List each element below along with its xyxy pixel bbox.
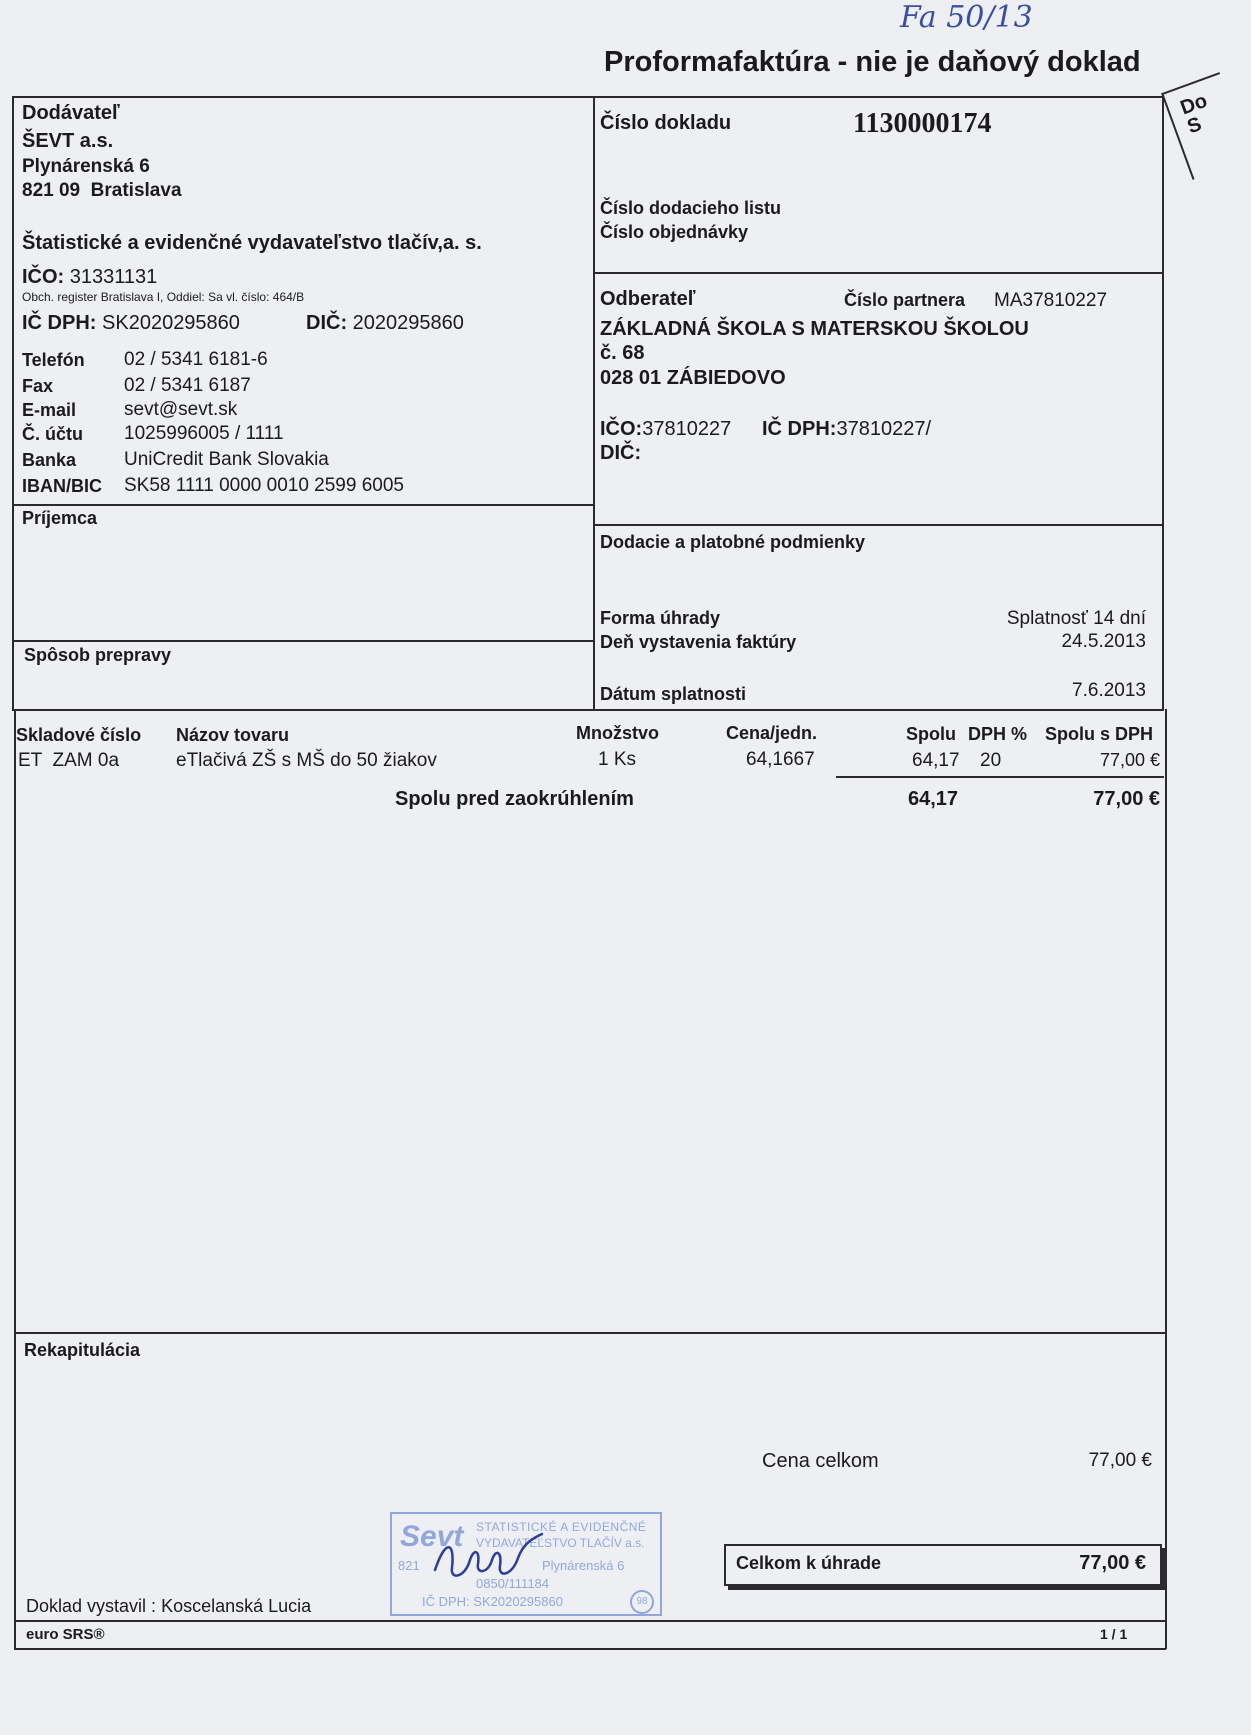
contact-value-bank: UniCredit Bank Slovakia <box>124 449 329 470</box>
stamp-line3b: Plynárenská 6 <box>542 1558 625 1573</box>
supplier-register: Obch. register Bratislava I, Oddiel: Sa vl. číslo: 464/B <box>22 290 305 304</box>
stamp-line1: STATISTICKÉ A EVIDENČNÉ <box>476 1520 647 1534</box>
contact-label-fax: Fax <box>22 376 54 396</box>
row-total: 64,17 <box>912 750 960 771</box>
customer-dic-label: DIČ: <box>600 442 642 464</box>
contact-value-email: sevt@sevt.sk <box>124 399 238 420</box>
contact-label-bank: Banka <box>22 450 77 470</box>
document-number: 1130000174 <box>853 108 992 139</box>
supplier-dic-value: 2020295860 <box>352 312 464 334</box>
issued-by-label: Doklad vystavil : <box>26 1596 157 1616</box>
divider-supplier-recipient <box>12 504 594 506</box>
footer-brand: euro SRS® <box>26 1626 105 1643</box>
divider-document-customer <box>593 272 1163 274</box>
contact-label-iban: IBAN/BIC <box>22 476 102 496</box>
supplier-ico-value: 31331131 <box>69 266 158 288</box>
row-name: eTlačivá ZŠ s MŠ do 50 žiakov <box>176 750 437 771</box>
customer-heading: Odberateľ <box>600 288 696 310</box>
payment-form-label: Forma úhrady <box>600 608 721 628</box>
margin-note: Do S <box>1177 89 1211 139</box>
customer-street: č. 68 <box>600 342 645 364</box>
border-left-lower <box>14 709 16 1649</box>
payment-form-value: Splatnosť 14 dní <box>1006 608 1146 629</box>
customer-name: ZÁKLADNÁ ŠKOLA S MATERSKOU ŠKOLOU <box>600 318 1029 340</box>
stamp-line5: IČ DPH: SK2020295860 <box>422 1594 563 1609</box>
page-number: 1 / 1 <box>1100 1626 1128 1642</box>
due-date-value: 7.6.2013 <box>1072 680 1146 701</box>
divider-header-table <box>12 709 1164 711</box>
stamp-line4: 0850/111184 <box>476 1576 550 1591</box>
supplier-city: 821 09 Bratislava <box>22 180 182 201</box>
col-header-name: Názov tovaru <box>176 725 290 745</box>
contact-value-account: 1025996005 / 1111 <box>124 423 284 444</box>
stamp-logo: Sevt <box>400 1520 464 1553</box>
supplier-icdph <box>22 312 240 335</box>
subtotal-label: Spolu pred zaokrúhlením <box>395 788 634 810</box>
amount-due-box <box>724 1544 1162 1586</box>
amount-due-value: 77,00 € <box>1079 1552 1146 1574</box>
supplier-icdph-value: SK2020295860 <box>102 312 240 334</box>
stamp-seal: 98 <box>630 1590 654 1614</box>
supplier-dic <box>306 312 464 335</box>
col-header-unit-price: Cena/jedn. <box>726 723 818 743</box>
col-header-qty: Množstvo <box>576 723 659 743</box>
order-label: Číslo objednávky <box>600 222 749 242</box>
supplier-name: ŠEVT a.s. <box>22 130 114 152</box>
row-total-vat: 77,00 € <box>1099 750 1160 770</box>
customer-icdph-value: 37810227/ <box>836 418 931 440</box>
col-header-total-vat: Spolu s DPH <box>1045 724 1154 744</box>
contact-value-fax: 02 / 5341 6187 <box>124 375 251 396</box>
divider-table-recap <box>14 1332 1166 1334</box>
customer-ico <box>600 418 731 441</box>
contact-label-email: E-mail <box>22 400 77 420</box>
col-header-total: Spolu <box>906 724 956 744</box>
subtotal-vat-value: 77,00 € <box>1093 788 1160 810</box>
contact-value-iban: SK58 1111 0000 0010 2599 6005 <box>124 475 404 496</box>
amount-due-label: Celkom k úhrade <box>736 1553 882 1573</box>
subtotal-rule <box>836 776 1164 778</box>
supplier-ico <box>22 266 157 289</box>
col-header-vat-pct: DPH % <box>968 724 1028 744</box>
customer-city: 028 01 ZÁBIEDOVO <box>600 367 786 389</box>
subtotal-value: 64,17 <box>908 788 959 810</box>
supplier-heading: Dodávateľ <box>22 102 120 124</box>
signature <box>430 1530 550 1590</box>
issued-by-name: Koscelanská Lucia <box>161 1596 312 1616</box>
due-date-label: Dátum splatnosti <box>600 684 747 704</box>
col-header-sku: Skladové číslo <box>16 725 142 745</box>
supplier-ico-label: IČO: <box>22 266 65 288</box>
divider-recipient-transport <box>12 640 594 642</box>
issue-date-value: 24.5.2013 <box>1061 631 1146 652</box>
terms-heading: Dodacie a platobné podmienky <box>600 532 866 552</box>
total-price-value: 77,00 € <box>1088 1450 1152 1471</box>
border-middle <box>593 96 595 709</box>
supplier-icdph-label: IČ DPH: <box>22 312 97 334</box>
document-number-label: Číslo dokladu <box>600 112 732 134</box>
handwritten-note: Fa 50/13 <box>900 0 1033 35</box>
supplier-full-name: Štatistické a evidenčné vydavateľstvo tlačív,a. s. <box>22 232 482 254</box>
customer-icdph-label: IČ DPH: <box>762 418 837 440</box>
supplier-street: Plynárenská 6 <box>22 156 150 177</box>
stamp-line2: VYDAVATEĽSTVO TLAČÍV a.s. <box>476 1536 645 1550</box>
supplier-dic-label: DIČ: <box>306 312 348 334</box>
transport-label: Spôsob prepravy <box>24 645 172 665</box>
delivery-note-label: Číslo dodacieho listu <box>600 198 782 218</box>
divider-customer-terms <box>593 524 1163 526</box>
issue-date-label: Deň vystavenia faktúry <box>600 632 797 652</box>
total-price-label: Cena celkom <box>762 1450 879 1472</box>
contact-label-phone: Telefón <box>22 350 85 370</box>
border-right-upper <box>1162 96 1164 709</box>
border-left-upper <box>12 96 14 709</box>
divider-footer <box>14 1620 1166 1622</box>
border-top <box>12 96 1164 98</box>
customer-icdph <box>762 418 931 441</box>
contact-value-phone: 02 / 5341 6181-6 <box>124 349 268 370</box>
contact-label-account: Č. účtu <box>22 424 83 444</box>
stamp-line3: 821 <box>398 1558 420 1573</box>
row-sku: ET ZAM 0a <box>18 750 120 771</box>
border-bottom <box>14 1648 1166 1650</box>
row-vat-pct: 20 <box>980 750 1002 771</box>
border-right-lower <box>1165 709 1167 1649</box>
issued-by <box>26 1596 311 1617</box>
partner-id: MA37810227 <box>994 290 1108 311</box>
partner-label: Číslo partnera <box>844 290 966 310</box>
customer-ico-value: 37810227 <box>642 418 732 440</box>
recap-heading: Rekapitulácia <box>24 1340 141 1360</box>
page-title: Proformafaktúra - nie je daňový doklad <box>604 46 1141 78</box>
recipient-label: Príjemca <box>22 508 98 528</box>
row-qty: 1 Ks <box>598 749 637 770</box>
row-unit-price: 64,1667 <box>746 749 815 770</box>
customer-ico-label: IČO: <box>600 418 643 440</box>
